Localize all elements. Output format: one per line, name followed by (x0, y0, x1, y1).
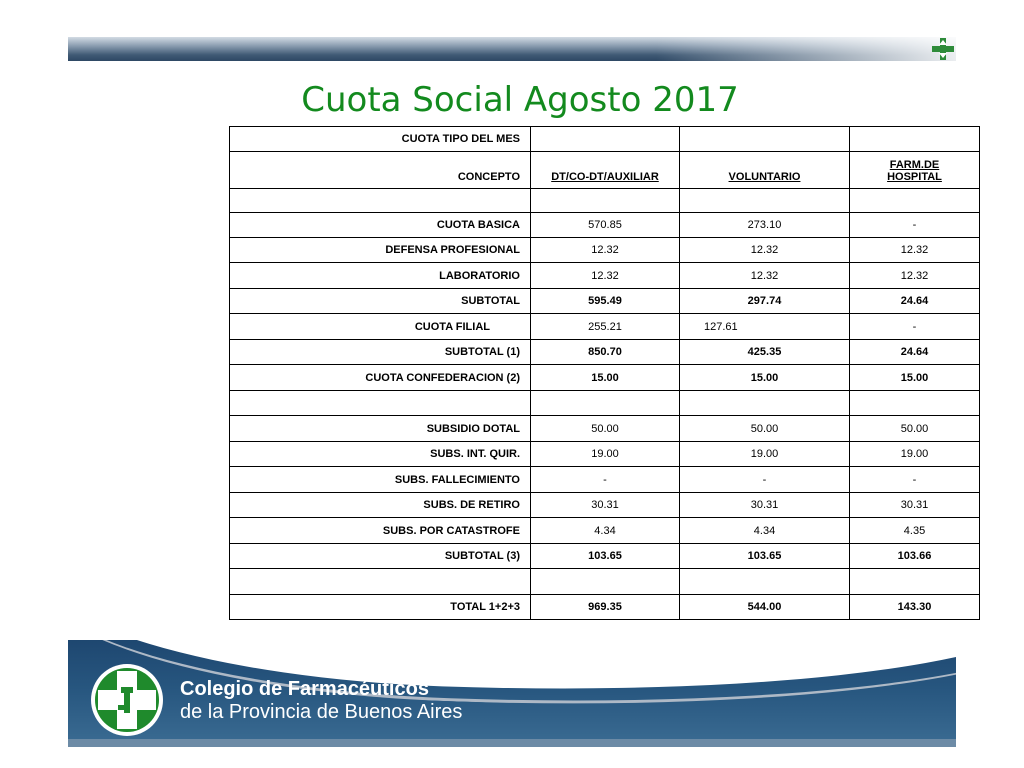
table-row (230, 467, 980, 493)
row-label: CUOTA BASICA (230, 213, 531, 238)
cell-value: 30.31 (531, 493, 680, 518)
org-name-line2: de la Provincia de Buenos Aires (180, 701, 463, 723)
cell-value: 127.61 (680, 314, 850, 340)
cell-value: 50.00 (531, 416, 680, 442)
table-row (230, 314, 980, 340)
cell-value: 4.34 (531, 518, 680, 544)
cell-value: 12.32 (850, 238, 980, 263)
column-header: VOLUNTARIO (680, 152, 850, 189)
cell-value: 12.32 (680, 263, 850, 289)
cell-value: 570.85 (531, 213, 680, 238)
cell-value: - (680, 467, 850, 493)
table-row (230, 365, 980, 391)
cell-value: 30.31 (850, 493, 980, 518)
table-row (230, 544, 980, 569)
cell-value: 544.00 (680, 595, 850, 620)
cell-value: 969.35 (531, 595, 680, 620)
row-label: SUBS. INT. QUIR. (230, 442, 531, 467)
table-header-row (230, 152, 980, 189)
row-label: LABORATORIO (230, 263, 531, 289)
table-row (230, 391, 980, 416)
table-row (230, 493, 980, 518)
cell-value: 255.21 (531, 314, 680, 340)
cell-value: 297.74 (680, 289, 850, 314)
cell-value: 273.10 (680, 213, 850, 238)
cell-value: 4.34 (680, 518, 850, 544)
row-label: CUOTA CONFEDERACION (2) (230, 365, 531, 391)
table-row (230, 127, 980, 152)
row-label: CUOTA TIPO DEL MES (230, 127, 531, 152)
cell-value: - (850, 314, 980, 340)
cell-value: 850.70 (531, 340, 680, 365)
colegio-logo-icon (90, 663, 164, 737)
table-row (230, 189, 980, 213)
cell-value: - (531, 467, 680, 493)
cell-value: 425.35 (680, 340, 850, 365)
cell-value: 15.00 (680, 365, 850, 391)
row-label: SUBTOTAL (3) (230, 544, 531, 569)
row-label: TOTAL 1+2+3 (230, 595, 531, 620)
row-label: CUOTA FILIAL (230, 314, 531, 340)
cell-value: 19.00 (850, 442, 980, 467)
cell-value: 19.00 (680, 442, 850, 467)
cuota-table (229, 126, 980, 620)
top-banner (68, 37, 956, 61)
cell-value: - (850, 467, 980, 493)
cell-value: 30.31 (680, 493, 850, 518)
row-label: SUBTOTAL (1) (230, 340, 531, 365)
table-row (230, 340, 980, 365)
page-title: Cuota Social Agosto 2017 (301, 80, 739, 120)
table-row (230, 569, 980, 595)
table-row (230, 595, 980, 620)
table-row (230, 442, 980, 467)
table-row (230, 289, 980, 314)
cell-value: 4.35 (850, 518, 980, 544)
cell-value: 103.65 (680, 544, 850, 569)
row-label: DEFENSA PROFESIONAL (230, 238, 531, 263)
table-row (230, 416, 980, 442)
row-label: SUBS. FALLECIMIENTO (230, 467, 531, 493)
cell-value: 24.64 (850, 289, 980, 314)
cell-value: 50.00 (850, 416, 980, 442)
cell-value: 12.32 (850, 263, 980, 289)
row-label: SUBTOTAL (230, 289, 531, 314)
column-header: DT/CO-DT/AUXILIAR (531, 152, 680, 189)
org-name-line1: Colegio de Farmacéuticos (180, 678, 429, 700)
cell-value: - (850, 213, 980, 238)
table-row (230, 518, 980, 544)
cell-value: 12.32 (531, 238, 680, 263)
row-label: SUBSIDIO DOTAL (230, 416, 531, 442)
column-header: FARM.DE HOSPITAL (850, 152, 980, 189)
table-row (230, 263, 980, 289)
cell-value: 103.65 (531, 544, 680, 569)
row-label: CONCEPTO (230, 152, 531, 189)
cell-value: 24.64 (850, 340, 980, 365)
cell-value: 143.30 (850, 595, 980, 620)
cell-value: 595.49 (531, 289, 680, 314)
cell-value: 50.00 (680, 416, 850, 442)
table-row (230, 238, 980, 263)
cell-value: 12.32 (680, 238, 850, 263)
cell-value: 15.00 (850, 365, 980, 391)
cross-logo-icon (930, 36, 956, 62)
row-label: SUBS. POR CATASTROFE (230, 518, 531, 544)
cell-value: 103.66 (850, 544, 980, 569)
table-row (230, 213, 980, 238)
row-label: SUBS. DE RETIRO (230, 493, 531, 518)
cell-value: 15.00 (531, 365, 680, 391)
cell-value: 19.00 (531, 442, 680, 467)
cell-value: 12.32 (531, 263, 680, 289)
